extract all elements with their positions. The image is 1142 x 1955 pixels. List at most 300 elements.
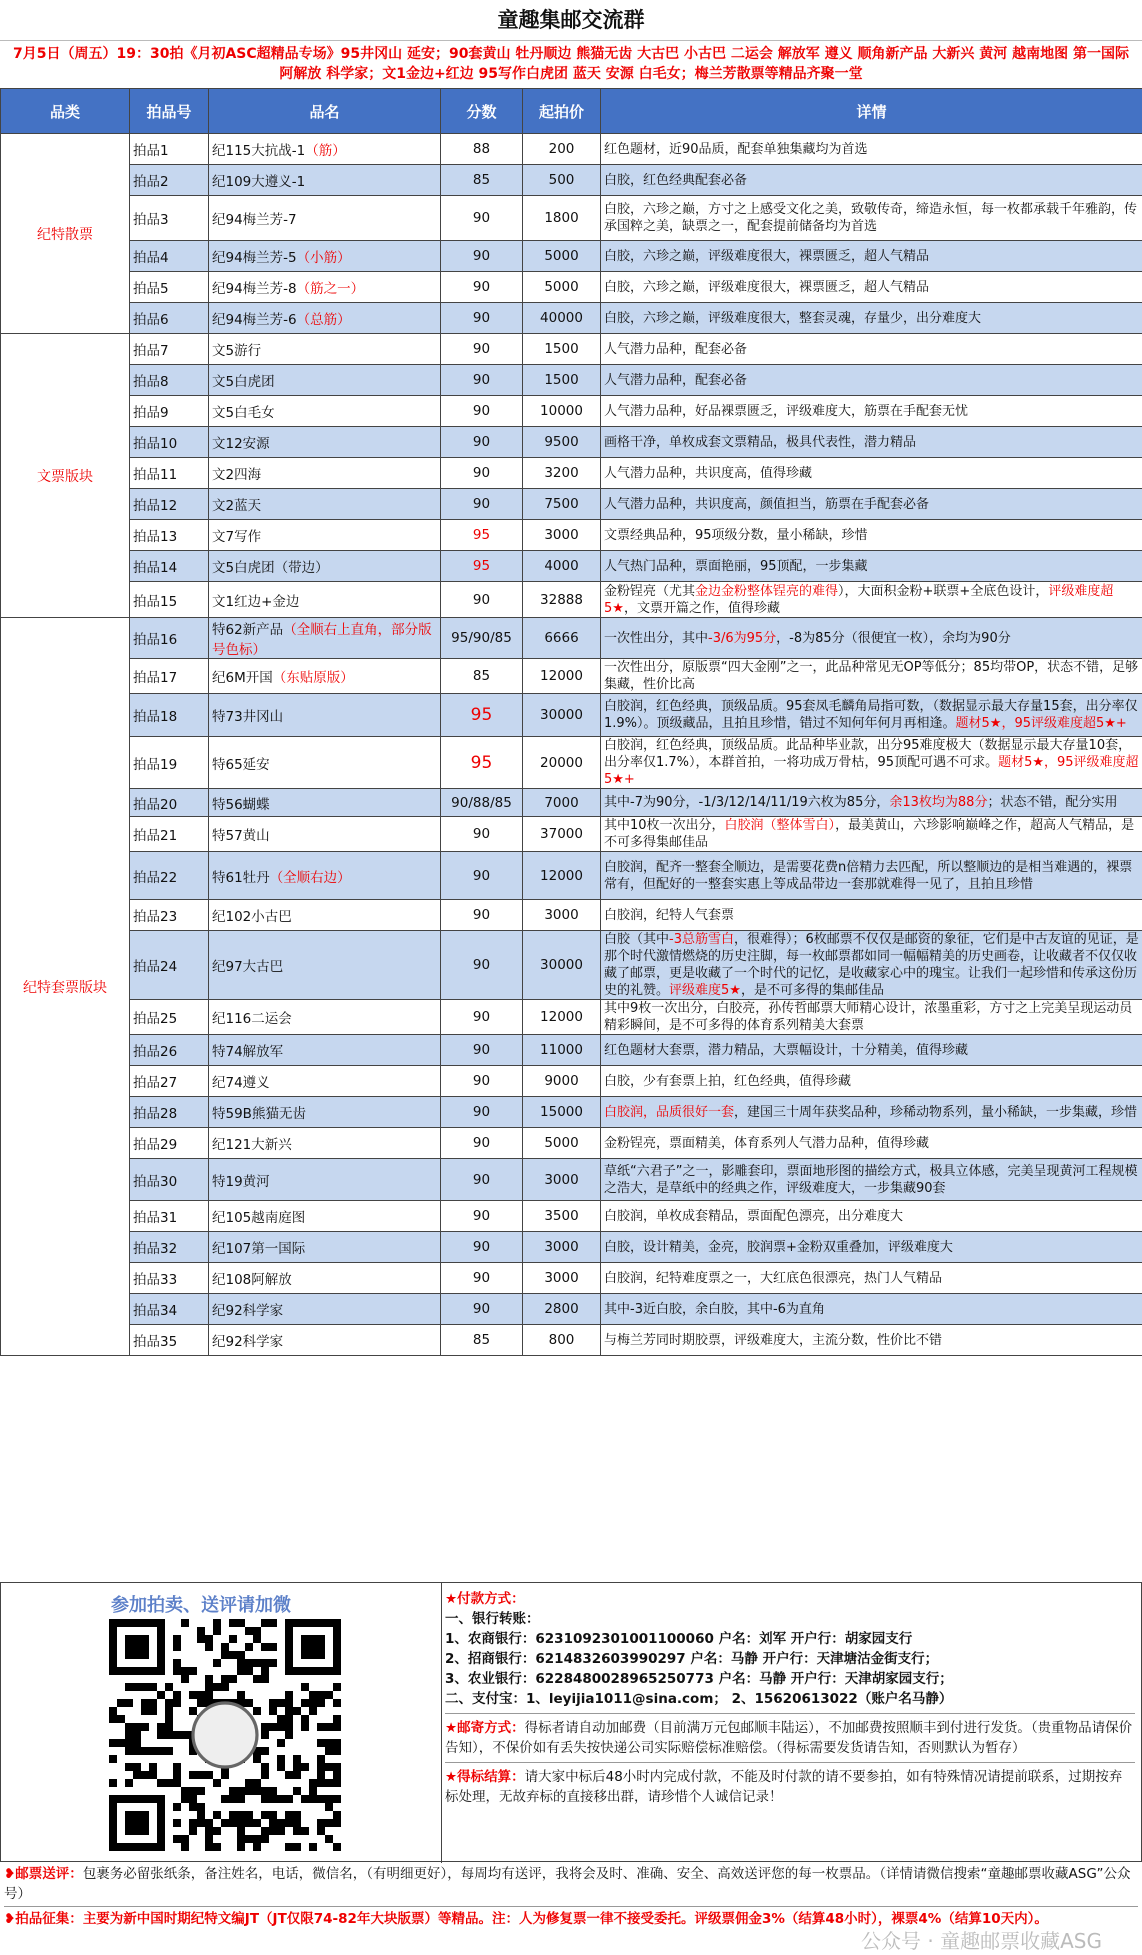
table-row xyxy=(1,396,1142,427)
lot-detail xyxy=(601,489,1142,520)
lot-name xyxy=(209,458,441,489)
lot-name xyxy=(209,196,441,241)
lot-start-price: 32888 xyxy=(523,582,601,618)
lot-name-text: 特56蝴蝶 xyxy=(212,796,270,813)
detail-detail: 与梅兰芳同时期胶票，评级难度大，主流分数，性价比不错 xyxy=(604,1332,943,1348)
lot-score: 90 xyxy=(441,196,523,241)
lot-start-price: 9500 xyxy=(523,427,601,458)
detail-detail: 红色题材，近90品质，配套单独集藏均为首选 xyxy=(604,141,868,157)
lot-name-text: 纪74遵义 xyxy=(212,1075,270,1091)
table-row xyxy=(1,582,1142,618)
lot-number: 拍品8 xyxy=(130,365,209,396)
lot-detail xyxy=(601,618,1142,659)
lot-name-text: 纪116二运会 xyxy=(212,1011,292,1027)
lot-number: 拍品24 xyxy=(130,931,209,1000)
lot-name xyxy=(209,334,441,365)
lot-start-price: 1500 xyxy=(523,334,601,365)
lot-name xyxy=(209,1201,441,1232)
appraise-note xyxy=(4,1864,1138,1907)
settle-section xyxy=(445,1762,1135,1807)
lot-detail xyxy=(601,551,1142,582)
lot-number: 拍品1 xyxy=(130,134,209,165)
lot-name-text: 文2蓝天 xyxy=(212,498,262,514)
table-row xyxy=(1,303,1142,334)
table-row xyxy=(1,694,1142,737)
lot-name-text: 特73井冈山 xyxy=(212,709,284,725)
lot-name-text: 纪109大遵义-1 xyxy=(212,174,306,190)
lot-number: 拍品6 xyxy=(130,303,209,334)
lot-number: 拍品14 xyxy=(130,551,209,582)
lot-number: 拍品23 xyxy=(130,900,209,931)
settle-text: 请大家中标后48小时内完成付款，不能及时付款的请不要参拍，如有特殊情况请提前联系，过期按弃标处理，无故弃标的直接移出群，请珍惜个人诚信记录！ xyxy=(445,1769,1123,1805)
lot-name xyxy=(209,427,441,458)
lot-score: 90 xyxy=(441,241,523,272)
lot-number: 拍品13 xyxy=(130,520,209,551)
lot-detail xyxy=(601,1201,1142,1232)
detail-detail: 白胶，六珍之巅，评级难度很大，裸票匮乏，超人气精品 xyxy=(604,248,930,264)
lot-detail xyxy=(601,365,1142,396)
lot-number: 拍品30 xyxy=(130,1159,209,1201)
header-score: 分数 xyxy=(441,89,523,134)
lot-score: 90 xyxy=(441,1000,523,1035)
detail-detail: 金粉锃亮，票面精美，体育系列人气潜力品种，值得珍藏 xyxy=(604,1135,930,1151)
lot-detail xyxy=(601,737,1142,789)
lot-name xyxy=(209,1232,441,1263)
detail-detail: 人气潜力品种，好品裸票匮乏，评级难度大，筋票在手配套无忧 xyxy=(604,403,969,419)
lot-score: 90 xyxy=(441,365,523,396)
lot-detail xyxy=(601,1159,1142,1201)
lot-detail xyxy=(601,396,1142,427)
appraise-text: 包裹务必留张纸条，备注姓名，电话，微信名，（有明细更好），每周均有送评，我将会及时、准确、安全、高效送评您的每一枚票品。（详情请微信搜索“童趣邮票收藏ASG”公众号） xyxy=(4,1866,1131,1902)
lot-number: 拍品29 xyxy=(130,1128,209,1159)
lot-number: 拍品18 xyxy=(130,694,209,737)
detail-detail-red: -3/6为95分 xyxy=(708,630,777,646)
qr-code-icon[interactable] xyxy=(109,1619,341,1851)
table-row xyxy=(1,489,1142,520)
lot-name-text: 纪107第一国际 xyxy=(212,1241,306,1257)
lot-name xyxy=(209,618,441,659)
lot-detail xyxy=(601,852,1142,900)
bank-title: 一、银行转账： xyxy=(445,1611,540,1627)
lot-detail xyxy=(601,520,1142,551)
table-row xyxy=(1,1294,1142,1325)
lot-name xyxy=(209,1035,441,1066)
lot-score: 90 xyxy=(441,427,523,458)
header-detail: 详情 xyxy=(601,89,1142,134)
lot-score: 85 xyxy=(441,1325,523,1356)
table-row xyxy=(1,334,1142,365)
lot-detail xyxy=(601,900,1142,931)
lot-start-price: 4000 xyxy=(523,551,601,582)
table-row xyxy=(1,1066,1142,1097)
table-header-row xyxy=(1,89,1142,134)
lot-detail xyxy=(601,272,1142,303)
detail-detail-red: 白胶润，品质很好一套 xyxy=(604,1104,735,1120)
lot-start-price: 800 xyxy=(523,1325,601,1356)
lot-name xyxy=(209,241,441,272)
qr-title: 参加拍卖、送评请加微 xyxy=(111,1595,291,1616)
detail-detail-tail: ），大面积金粉+联票+全底色设计， xyxy=(838,583,1049,599)
lot-name-text: 纪105越南庭图 xyxy=(212,1210,306,1226)
lot-start-price: 40000 xyxy=(523,303,601,334)
table-row xyxy=(1,1201,1142,1232)
detail-detail-tail: ，-8为85分（很便宜一枚），余均为90分 xyxy=(776,630,1011,646)
lot-start-price: 2800 xyxy=(523,1294,601,1325)
lot-start-price: 10000 xyxy=(523,396,601,427)
watermark: 公众号 · 童趣邮票收藏ASG xyxy=(861,1929,1102,1953)
auction-subtitle: 7月5日（周五）19：30拍《月初ASC超精品专场》95井冈山 延安；90套黄山 牡丹顺边 熊猫无齿 大古巴 小古巴 二运会 解放军 遵义 顺角新产品 大新兴 黄河 越南地图 第一国际 阿解放 科学家；文1金边+红边 95写作白虎团 蓝天 安源 白毛女；梅兰芳散票等精品齐聚一堂 xyxy=(13,46,1129,82)
lot-score: 90 xyxy=(441,852,523,900)
lot-number: 拍品32 xyxy=(130,1232,209,1263)
detail-detail: 其中9枚一次出分，白胶亮，孙传哲邮票大师精心设计，浓墨重彩，方寸之上完美呈现运动员精彩瞬间，是不可多得的体育系列精美大套票 xyxy=(604,1001,1133,1033)
lot-score: 90 xyxy=(441,817,523,852)
lot-score: 90 xyxy=(441,396,523,427)
lot-detail xyxy=(601,1263,1142,1294)
lot-name-text: 纪115大抗战-1 xyxy=(212,143,306,159)
lot-score: 90 xyxy=(441,1232,523,1263)
lot-score: 95 xyxy=(441,520,523,551)
lot-detail xyxy=(601,458,1142,489)
detail-detail: 其中-7为90分，-1/3/12/14/11/19六枚为85分， xyxy=(604,795,890,810)
lot-number: 拍品4 xyxy=(130,241,209,272)
lot-number: 拍品19 xyxy=(130,737,209,789)
detail-detail: 文票经典品种，95项级分数，量小稀缺，珍惜 xyxy=(604,527,868,543)
lot-name xyxy=(209,1325,441,1356)
lot-name xyxy=(209,1066,441,1097)
lot-name-text: 纪92科学家 xyxy=(212,1334,284,1350)
lot-number: 拍品20 xyxy=(130,789,209,817)
detail-detail: 红色题材大套票，潜力精品，大票幅设计，十分精美，值得珍藏 xyxy=(604,1042,969,1058)
detail-detail-tail2: ，是不可多得的集邮佳品 xyxy=(740,983,884,998)
appraise-title: ❥邮票送评： xyxy=(4,1866,83,1882)
lot-number: 拍品34 xyxy=(130,1294,209,1325)
detail-detail: 白胶，红色经典配套必备 xyxy=(604,172,748,188)
lot-name-note: （东贴原版） xyxy=(272,670,354,686)
settle-title: ★得标结算： xyxy=(445,1769,525,1785)
lot-start-price: 5000 xyxy=(523,272,601,303)
lot-start-price: 3000 xyxy=(523,1263,601,1294)
detail-detail: 一次性出分，其中 xyxy=(604,630,709,646)
lot-name-text: 文12安源 xyxy=(212,436,270,452)
lot-name-text: 特61牡丹 xyxy=(212,869,270,886)
lot-number: 拍品16 xyxy=(130,618,209,659)
lot-start-price: 30000 xyxy=(523,931,601,1000)
lot-name-text: 文1红边+金边 xyxy=(212,593,300,610)
collect-text: 主要为新中国时期纪特文编JT（JT仅限74-82年大块版票）等精品。注：人为修复票一律不接受委托。评级票佣金3%（结算48小时），裸票4%（结算10天内）。 xyxy=(82,1911,1048,1927)
lot-number: 拍品5 xyxy=(130,272,209,303)
detail-detail-red: 余13枚均为88分 xyxy=(889,795,988,810)
lot-score: 90 xyxy=(441,489,523,520)
lot-start-price: 3200 xyxy=(523,458,601,489)
lot-name-text: 纪94梅兰芳-6 xyxy=(212,312,297,328)
lot-name-text: 特74解放军 xyxy=(212,1044,284,1060)
lot-number: 拍品11 xyxy=(130,458,209,489)
bank-line-3: 3、农业银行：6228480028965250773 户名：马静 开户行：天津胡家园支行； xyxy=(445,1671,953,1687)
lot-score: 90 xyxy=(441,1201,523,1232)
detail-detail-red2: 评级难度超5★ xyxy=(604,583,1114,616)
lot-name xyxy=(209,396,441,427)
lot-number: 拍品15 xyxy=(130,582,209,618)
lot-start-price: 7000 xyxy=(523,789,601,817)
lot-name-text: 文5白虎团 xyxy=(212,374,275,390)
table-row xyxy=(1,1263,1142,1294)
lot-start-price: 500 xyxy=(523,165,601,196)
lot-number: 拍品26 xyxy=(130,1035,209,1066)
detail-detail-tail: ，最美黄山，六珍影响巅峰之作，超高人气精品，是不可多得集邮佳品 xyxy=(604,818,1135,850)
lot-detail xyxy=(601,1097,1142,1128)
lot-number: 拍品27 xyxy=(130,1066,209,1097)
lots-table xyxy=(0,88,1142,1356)
table-row xyxy=(1,458,1142,489)
lot-number: 拍品28 xyxy=(130,1097,209,1128)
lot-detail xyxy=(601,1294,1142,1325)
lot-start-price: 7500 xyxy=(523,489,601,520)
detail-detail: 白胶，六珍之巅，方寸之上感受文化之美，致敬传奇，缔造永恒，每一枚都承载千年雅韵，传承国粹之美，缺票之一，配套提前储备均为首选 xyxy=(604,202,1138,234)
lot-name-text: 文5白毛女 xyxy=(212,405,275,421)
pay-title: ★付款方式： xyxy=(445,1591,525,1607)
lot-start-price: 3000 xyxy=(523,520,601,551)
detail-detail: 一次性出分，原版票“四大金刚”之一，此品种常见无OP等低分；85均带OP，状态不错，足够集藏，性价比高 xyxy=(604,660,1139,692)
detail-detail-tail: ；状态不错，配分实用 xyxy=(987,795,1118,810)
lot-name xyxy=(209,789,441,817)
lot-name-note: （全顺右上直角，部分版号色标） xyxy=(212,622,432,658)
footer-panel xyxy=(0,1582,1142,1862)
table-row xyxy=(1,520,1142,551)
detail-detail: 白胶润，红色经典，顶级品质。95套凤毛麟角局指可数，（数据显示最大存量15套，出分率仅1.9%）。顶级藏品，且拍且珍惜，错过不知何年何月再相逢。 xyxy=(604,699,1138,731)
lot-start-price: 1500 xyxy=(523,365,601,396)
table-row xyxy=(1,365,1142,396)
lot-start-price: 15000 xyxy=(523,1097,601,1128)
page-title: 童趣集邮交流群 xyxy=(0,0,1142,41)
detail-detail: 人气潜力品种，共识度高，颜值担当，筋票在手配套必备 xyxy=(604,496,930,512)
table-row xyxy=(1,817,1142,852)
lot-score: 90 xyxy=(441,931,523,1000)
table-row xyxy=(1,134,1142,165)
lot-score: 90 xyxy=(441,1159,523,1201)
lot-detail xyxy=(601,582,1142,618)
lot-name-text: 文2四海 xyxy=(212,467,262,483)
lot-start-price: 3000 xyxy=(523,1159,601,1201)
detail-detail: 人气潜力品种，配套必备 xyxy=(604,341,748,357)
table-row xyxy=(1,1159,1142,1201)
detail-detail: 画格干净，单枚成套文票精品，极具代表性，潜力精品 xyxy=(604,434,917,450)
lot-score: 90 xyxy=(441,303,523,334)
table-row xyxy=(1,241,1142,272)
lot-detail xyxy=(601,817,1142,852)
lot-name xyxy=(209,134,441,165)
detail-detail-red2: 评级难度5★ xyxy=(669,983,741,998)
lot-detail xyxy=(601,694,1142,737)
lot-name xyxy=(209,489,441,520)
table-row xyxy=(1,1232,1142,1263)
lot-start-price: 12000 xyxy=(523,1000,601,1035)
lot-name-text: 纪108阿解放 xyxy=(212,1272,292,1288)
lot-number: 拍品31 xyxy=(130,1201,209,1232)
lot-score: 90 xyxy=(441,272,523,303)
lot-detail xyxy=(601,134,1142,165)
lot-name xyxy=(209,659,441,694)
payment-info xyxy=(445,1589,1135,1807)
detail-detail: 人气潜力品种，共识度高，值得珍藏 xyxy=(604,465,813,481)
lot-start-price: 11000 xyxy=(523,1035,601,1066)
lot-score: 95/90/85 xyxy=(441,618,523,659)
lot-detail xyxy=(601,659,1142,694)
bottom-notes xyxy=(0,1862,1142,1931)
lot-detail xyxy=(601,334,1142,365)
lot-score: 85 xyxy=(441,165,523,196)
lot-detail xyxy=(601,303,1142,334)
lot-number: 拍品22 xyxy=(130,852,209,900)
lot-name-text: 纪97大古巴 xyxy=(212,959,284,975)
lot-score: 95 xyxy=(441,694,523,737)
lot-score: 90 xyxy=(441,458,523,489)
lot-score: 90 xyxy=(441,1263,523,1294)
lot-score: 90/88/85 xyxy=(441,789,523,817)
category-cell: 纪特套票版块 xyxy=(1,618,130,1356)
lot-name-text: 文5白虎团（带边） xyxy=(212,560,329,576)
lot-score: 90 xyxy=(441,900,523,931)
header-lot-no: 拍品号 xyxy=(130,89,209,134)
lot-name-note: （筋） xyxy=(305,143,346,159)
lot-name-note: （筋之一） xyxy=(296,281,365,297)
detail-detail: 人气潜力品种，配套必备 xyxy=(604,372,748,388)
lot-detail xyxy=(601,1325,1142,1356)
lot-name-text: 特57黄山 xyxy=(212,828,270,844)
lot-detail xyxy=(601,196,1142,241)
lot-start-price: 20000 xyxy=(523,737,601,789)
category-cell: 文票版块 xyxy=(1,334,130,618)
detail-detail-tail: ，很难得）；6枚邮票不仅仅是邮资的象征，它们是中古友谊的见证，是那个时代激情燃烧的历史注脚，每一枚邮票都如同一幅幅精美的历史画卷，让收藏者不仅仅收藏了邮票，更是收藏了一个时代的记忆，是收藏家心中的瑰宝。让我们一起珍惜和传承这份历史的礼赞。 xyxy=(604,932,1139,998)
lot-number: 拍品10 xyxy=(130,427,209,458)
lot-name xyxy=(209,1000,441,1035)
bank-line-1: 1、农商银行：6231092301001100060 户名：刘军 开户行：胡家园支行 xyxy=(445,1631,913,1647)
lot-name xyxy=(209,520,441,551)
detail-detail: 白胶润，红色经典，顶级品质。此品种毕业款，出分95难度极大（数据显示最大存量10套，出分率仅1.7%），本群首拍，一将功成万骨枯，95顶配可遇不可求。 xyxy=(604,738,1132,770)
lot-detail xyxy=(601,427,1142,458)
lot-start-price: 12000 xyxy=(523,852,601,900)
detail-detail: 白胶润，纪特人气套票 xyxy=(604,907,735,923)
detail-detail: 金粉锃亮（尤其 xyxy=(604,583,696,599)
lot-name xyxy=(209,1294,441,1325)
lot-name xyxy=(209,931,441,1000)
table-row xyxy=(1,272,1142,303)
lot-name xyxy=(209,365,441,396)
lot-detail xyxy=(601,241,1142,272)
lot-number: 拍品3 xyxy=(130,196,209,241)
detail-detail-red: -3总筋雪白 xyxy=(669,932,734,947)
lot-name-text: 特65延安 xyxy=(212,756,270,773)
lot-number: 拍品9 xyxy=(130,396,209,427)
lot-number: 拍品2 xyxy=(130,165,209,196)
mail-text: 得标者请自动加邮费（目前满万元包邮顺丰陆运），不加邮费按照顺丰到付进行发货。（贵重物品请保价告知），不保价如有丢失按快递公司实际赔偿标准赔偿。（得标需要发货请告知，否则默认为暂存） xyxy=(445,1720,1133,1756)
table-row xyxy=(1,931,1142,1000)
lot-start-price: 12000 xyxy=(523,659,601,694)
lot-start-price: 37000 xyxy=(523,817,601,852)
lot-detail xyxy=(601,1232,1142,1263)
detail-detail-red: 题材5★，95评级难度超5★+ xyxy=(604,755,1139,787)
mail-title: ★邮寄方式： xyxy=(445,1720,525,1736)
lot-name xyxy=(209,737,441,789)
table-row xyxy=(1,659,1142,694)
detail-detail: 白胶，少有套票上拍，红色经典，值得珍藏 xyxy=(604,1073,852,1089)
lot-name-text: 特62新产品 xyxy=(212,622,284,638)
lot-start-price: 30000 xyxy=(523,694,601,737)
detail-detail: 白胶润，纪特难度票之一，大红底色很漂亮，热门人气精品 xyxy=(604,1270,943,1286)
table-row xyxy=(1,1325,1142,1356)
lot-number: 拍品21 xyxy=(130,817,209,852)
lot-start-price: 5000 xyxy=(523,241,601,272)
lot-name-text: 纪6M开国 xyxy=(212,670,273,686)
lot-start-price: 3000 xyxy=(523,1232,601,1263)
table-row xyxy=(1,1128,1142,1159)
detail-detail: 白胶润，配齐一整套全顺边，是需要花费n倍精力去匹配，所以整顺边的是相当难遇的，裸票常有，但配好的一整套实惠上等成品带边一套那就难得一见了，且拍且珍惜 xyxy=(604,859,1133,892)
table-row xyxy=(1,196,1142,241)
table-row xyxy=(1,427,1142,458)
mail-section xyxy=(445,1713,1135,1758)
lot-detail xyxy=(601,1066,1142,1097)
lot-name xyxy=(209,1159,441,1201)
lot-number: 拍品33 xyxy=(130,1263,209,1294)
lot-start-price: 3000 xyxy=(523,900,601,931)
table-row xyxy=(1,737,1142,789)
alipay-line: 二、支付宝：1、leyijia1011@sina.com； 2、15620613022（账户名马静） xyxy=(445,1691,953,1707)
bank-line-2: 2、招商银行：6214832603990297 户名：马静 开户行：天津塘沽金街支行； xyxy=(445,1651,939,1667)
lot-name xyxy=(209,1128,441,1159)
lot-start-price: 6666 xyxy=(523,618,601,659)
lot-name-text: 纪92科学家 xyxy=(212,1303,284,1319)
lot-start-price: 9000 xyxy=(523,1066,601,1097)
detail-detail: 草纸“六君子”之一，影雕套印，票面地形图的描绘方式，极具立体感，完美呈现黄河工程规模之浩大，是草纸中的经典之作，评级难度大，一步集藏90套 xyxy=(604,1163,1138,1196)
lot-name-text: 纪121大新兴 xyxy=(212,1137,292,1153)
table-row xyxy=(1,852,1142,900)
lot-name xyxy=(209,582,441,618)
lot-number: 拍品25 xyxy=(130,1000,209,1035)
lot-score: 90 xyxy=(441,1035,523,1066)
lot-score: 90 xyxy=(441,1294,523,1325)
lot-detail xyxy=(601,1035,1142,1066)
category-cell: 纪特散票 xyxy=(1,134,130,334)
qr-area xyxy=(1,1583,442,1863)
detail-detail: 白胶润，单枚成套精品，票面配色漂亮，出分难度大 xyxy=(604,1208,904,1224)
detail-detail-red: 金边金粉整体锃亮的难得 xyxy=(695,583,839,599)
lot-detail xyxy=(601,931,1142,1000)
lot-name-text: 特59B熊猫无齿 xyxy=(212,1106,306,1122)
table-row xyxy=(1,1035,1142,1066)
lot-name xyxy=(209,1097,441,1128)
lot-detail xyxy=(601,789,1142,817)
lot-name-text: 特19黄河 xyxy=(212,1173,270,1190)
lot-score: 90 xyxy=(441,334,523,365)
lot-start-price: 200 xyxy=(523,134,601,165)
lot-name-note: （全顺右边） xyxy=(269,869,351,886)
lot-start-price: 1800 xyxy=(523,196,601,241)
lot-name xyxy=(209,817,441,852)
table-row xyxy=(1,165,1142,196)
lot-name-text: 文7写作 xyxy=(212,529,262,545)
table-row xyxy=(1,551,1142,582)
detail-detail-red: 白胶润（整体雪白） xyxy=(724,818,836,833)
detail-detail-tail2: ，文票开篇之作，值得珍藏 xyxy=(623,600,780,616)
detail-detail: 白胶，设计精美，金亮，胶润票+金粉双重叠加，评级难度大 xyxy=(604,1239,953,1255)
lot-name-text: 纪102小古巴 xyxy=(212,909,292,925)
detail-detail: 其中-3近白胶，余白胶，其中-6为直角 xyxy=(604,1301,825,1317)
table-row xyxy=(1,789,1142,817)
lot-name xyxy=(209,1263,441,1294)
lot-name xyxy=(209,551,441,582)
lot-score: 85 xyxy=(441,659,523,694)
lot-score: 90 xyxy=(441,1097,523,1128)
lot-detail xyxy=(601,1000,1142,1035)
